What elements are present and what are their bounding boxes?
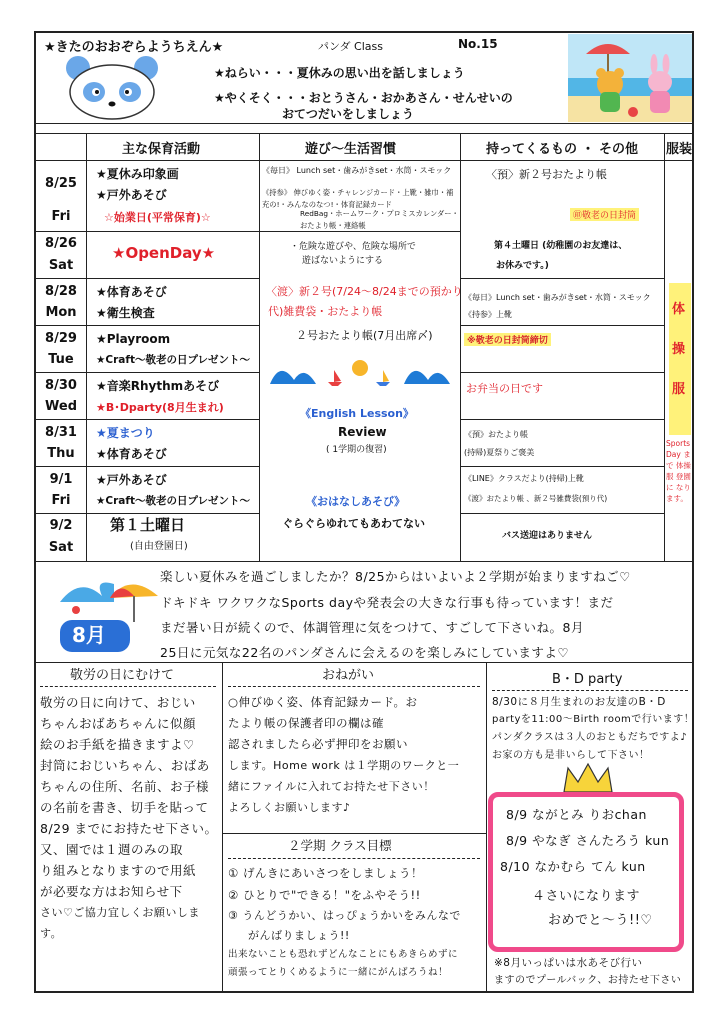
col-header-bring: 持ってくるもの ・ その他 [486,142,639,157]
keiro-line: 8/29 までにお持たせ下さい。 [40,821,218,836]
bd-kid: 8/9 ながとみ りおchan [506,807,647,822]
onegai-line: ○伸びゆく姿、体育記録カード。お [228,695,418,709]
goal-line: ① げんきにあいさつをしましょう！ [228,866,423,880]
keiro-line: り組みとなりますので用紙 [40,863,197,878]
bring-r3b: 《持参》上靴 [464,310,512,319]
bd-intro-1: 8/30に８月生まれのお友達のB・D [492,696,666,708]
onegai-line: 緒にファイルに入れてお持たせ下さい！ [228,780,435,793]
bd-note-1: ※8月いっぱいは水あそび行い [494,957,643,969]
row-date: 9/2 [49,518,73,533]
english-lesson-title: 《English Lesson》 [300,407,414,420]
bd-congrats: おめでと～う!!♡ [548,913,653,928]
activity-item: ★衛生検査 [96,306,155,320]
story-body: ぐらぐらゆれてもあわてない [282,517,425,530]
message-line: 25日に元気な22名のパンダさんに会えるのを楽しみにしていますよ♡ [160,645,570,660]
bring-r6b: (持帰)夏祭りご褒美 [464,448,535,457]
row-day: Tue [48,352,74,367]
goal-line: がんばりましょう!! [248,929,350,942]
bd-intro-3: パンダクラスは３人のおともだちですよ♪ [492,732,688,743]
activity-item: ★音楽Rhythmあそび [96,379,220,393]
row-date: 9/1 [49,472,73,487]
bd-intro-2: partyを11:00～Birth roomで行います！ [492,714,695,725]
onegai-line: 認されましたら必ず押印をお願い [228,737,408,751]
waves-image [268,354,454,388]
handout-note-1: 〈渡〉新２号(7/24～8/24までの預かり [266,285,463,298]
activity-item: 第１土曜日 [110,516,186,534]
activity-item: ★Playroom [96,332,171,346]
keiro-line: ちゃんおばあちゃんに似顔 [40,716,197,731]
keiro-body [40,692,220,944]
promise-text-1: ★やくそく・・・おとうさん・おかあさん・せんせいの [214,91,513,105]
goals-title: ２学期 クラス目標 [288,838,392,853]
keiro-line: ちゃんの住所、名前、お子様 [40,779,210,794]
keiro-line: 敬労の日に向けて、おじい [40,695,196,710]
row-day: Fri [51,493,71,508]
bd-intro-4: お家の方も是非いらして下さい！ [492,750,650,761]
story-title: 《おはなしあそび》 [306,495,406,508]
bring-r5: お弁当の日です [466,382,543,395]
activity-item: ★Craft～敬老の日プレゼント～ [96,495,251,507]
activity-item: ★Craft～敬老の日プレゼント～ [96,354,251,366]
row-day: Wed [45,399,77,414]
panda-face-image [64,54,160,120]
play-bring-2: RedBag・ホームワーク・プロミスカレンダー・おたより帳・連絡帳 [300,209,459,230]
onegai-body [228,692,484,818]
keiro-line: 又、園では１週のみの取 [40,842,184,857]
activity-item: ☆始業日(平常保育)☆ [104,211,211,224]
keiro-title: 敬労の日にむけて [70,668,175,683]
bd-kid: 8/9 やなぎ さんたろう kun [506,833,670,848]
activity-item: (自由登園日) [130,541,188,552]
row-day: Sat [48,540,74,555]
bring-r7a: 《LINE》クラスだより(持帰)上靴 [464,474,584,483]
keiro-line: 絵のお手紙を描きますよ♡ [40,737,195,752]
message-line: まだ暑い日が続くので、体調管理に気をつけて、すごして下さいね。8月 [160,620,584,635]
row-day: Sat [48,258,74,273]
month-label: 8月 [72,623,106,647]
handout-note-3: ２号おたより帳(7月出席〆) [296,329,433,342]
school-name: ★きたのおおぞらようちえん★ [44,40,224,55]
bring-r6a: 《預》おたより帳 [464,430,528,439]
safety-text-2: 遊ばないようにする [302,256,384,266]
activity-item: ★体育あそび [96,285,167,299]
bd-age: ４さいになります [532,889,641,904]
row-day: Thu [47,446,75,461]
bd-title: B・D party [552,672,623,687]
col-header-clothes: 服装 [666,142,693,157]
bd-kid: 8/10 なかむら てん kun [500,859,646,874]
english-lesson-body: Review [338,425,387,439]
activity-item: ★戸外あそび [96,473,167,487]
onegai-line: します。Home work は１学期のワークと一 [228,759,460,772]
row-date: 8/28 [45,284,77,299]
goal-line: 出来ないことも恐れずどんなことにもあきらめずに [228,949,459,960]
goal-line: ② ひとりで"できる！"をふやそう!! [228,888,421,902]
activity-item: ★B･Dparty(8月生まれ) [96,401,224,414]
issue-number: No.15 [458,37,498,51]
activity-item: ★戸外あそび [96,188,167,202]
row-date: 8/26 [45,236,77,251]
keiro-line: の名前を書き、切手を貼って [40,800,209,815]
row-date: 8/31 [45,425,77,440]
aim-text: ★ねらい・・・夏休みの思い出を話しましょう [214,66,465,80]
col-header-activities: 主な保育活動 [122,142,201,157]
onegai-line: よろしくお願いします♪ [228,801,351,814]
beach-animals-image [568,34,692,122]
row-date: 8/30 [45,378,77,393]
bring-r2b: お休みです。) [496,261,549,271]
play-everyday: 《毎日》 Lunch set・歯みがきset・水筒・スモック [262,166,452,175]
clothes-note: Sports Day まで 体操服 登園に なります。 [666,439,691,503]
clothes-label: 体操服 [672,302,686,397]
goal-line: 頑張ってとりくめるように一緒にがんばろうね！ [228,967,449,978]
col-header-play: 遊び～生活習慣 [305,142,397,157]
class-name: パンダ Class [318,40,383,53]
safety-text-1: ・危険な遊びや、危険な場所で [290,242,416,252]
bring-r1b: ㊞敬老の日封筒 [570,208,639,221]
row-date: 8/29 [45,331,77,346]
row-day: Fri [51,209,71,224]
keiro-line: が必要な方はお知らせ下 [40,884,183,899]
onegai-title: おねがい [322,668,375,683]
crown-icon [560,762,616,796]
handout-note-2: 代)雑費袋・おたより帳 [268,305,383,318]
play-bring-1: 《持参》 伸びゆく姿・チャレンジカード・上靴・雑巾・補充の!・みんなのなつ!・体育記録カード [262,188,454,209]
bring-r7b: 《渡》おたより帳 、新２号雑費袋(預り代) [464,494,608,503]
goal-line: ③ うんどうかい、はっぴょうかいをみんなで [228,909,461,922]
bring-r3a: 《毎日》Lunch set・歯みがきset・水筒・スモック [464,293,651,302]
august-badge-image [54,572,166,656]
bring-r4: ※敬老の日封筒締切 [464,333,551,346]
bring-r1: 〈預〉新２号おたより帳 [486,168,607,181]
activity-item: ★夏休み印象画 [96,167,179,181]
row-day: Mon [45,305,77,320]
bd-note-2: ますのでプールバック、お持たせ下さい [494,975,682,986]
keiro-line: さい♡ご協力宜しくお願いします。 [40,906,200,940]
goals-body [228,862,484,982]
promise-text-2: おてつだいをしましょう [282,107,414,121]
activity-item: ★体育あそび [96,447,167,461]
bring-r2a: 第４土曜日 (幼稚園のお友達は、 [494,241,628,251]
message-line: ドキドキ ワクワクなSports dayや発表会の大きな行事も待っています！まだ [160,595,614,610]
keiro-line: 封筒におじいちゃん、おばあ [40,758,210,773]
open-day-label: ★OpenDay★ [112,244,216,262]
onegai-line: たより帳の保護者印の欄は確 [228,716,384,730]
activity-item: ★夏まつり [96,426,155,440]
english-lesson-sub: ( 1学期の復習) [326,445,387,455]
message-line: 楽しい夏休みを過ごしましたか？8/25からはいよいよ２学期が始まりますねご♡ [160,569,631,584]
bring-r8: バス送迎はありません [502,531,593,541]
row-date: 8/25 [45,176,77,191]
